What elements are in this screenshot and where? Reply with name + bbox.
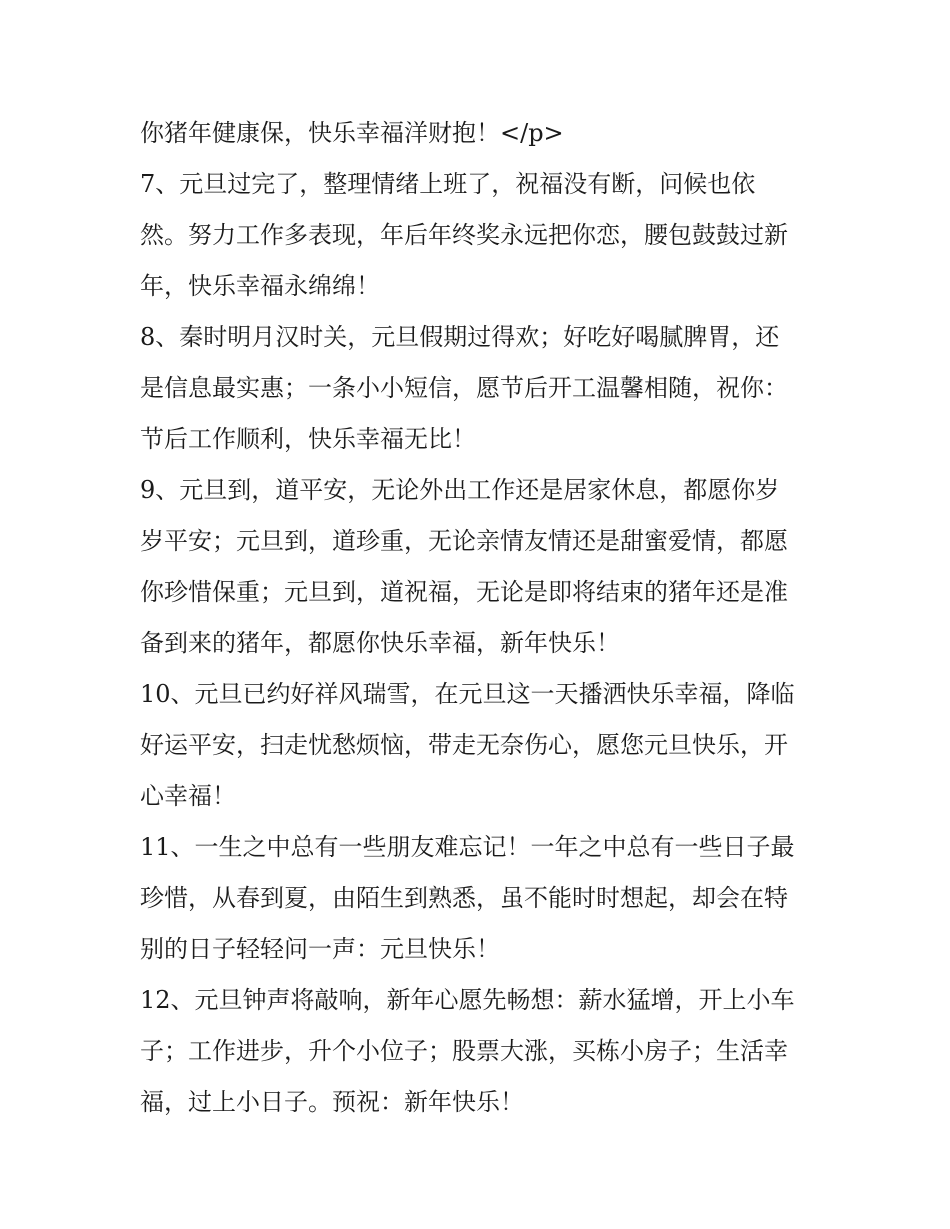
- text-line: 7、元旦过完了，整理情绪上班了，祝福没有断，问候也依: [140, 170, 756, 198]
- text-line: 9、元旦到，道平安，无论外出工作还是居家休息，都愿你岁: [140, 476, 780, 504]
- text-line: 12、元旦钟声将敲响，新年心愿先畅想：薪水猛增，开上小车: [140, 986, 795, 1014]
- document-body: [140, 108, 820, 1128]
- text-line: 你猪年健康保，快乐幸福洋财抱！</p>: [140, 119, 564, 147]
- text-line: 岁平安；元旦到，道珍重，无论亲情友情还是甜蜜爱情，都愿: [140, 527, 788, 555]
- text-line: 然。努力工作多表现，年后年终奖永远把你恋，腰包鼓鼓过新: [140, 221, 788, 249]
- text-line: 心幸福！: [140, 782, 236, 810]
- text-line: 福，过上小日子。预祝：新年快乐！: [140, 1088, 524, 1116]
- text-line: 好运平安，扫走忧愁烦恼，带走无奈伤心，愿您元旦快乐，开: [140, 731, 788, 759]
- text-line: 节后工作顺利，快乐幸福无比！: [140, 425, 476, 453]
- text-line: 你珍惜保重；元旦到，道祝福，无论是即将结束的猪年还是准: [140, 578, 788, 606]
- text-line: 子；工作进步，升个小位子；股票大涨，买栋小房子；生活幸: [140, 1037, 788, 1065]
- text-line: 珍惜，从春到夏，由陌生到熟悉，虽不能时时想起，却会在特: [140, 884, 788, 912]
- text-line: 10、元旦已约好祥风瑞雪，在元旦这一天播洒快乐幸福，降临: [140, 680, 795, 708]
- text-line: 11、一生之中总有一些朋友难忘记！一年之中总有一些日子最: [140, 833, 795, 861]
- text-line: 是信息最实惠；一条小小短信，愿节后开工温馨相随，祝你：: [140, 374, 788, 402]
- text-line: 年，快乐幸福永绵绵！: [140, 272, 380, 300]
- text-line: 别的日子轻轻问一声：元旦快乐！: [140, 935, 500, 963]
- text-line: 8、秦时明月汉时关，元旦假期过得欢；好吃好喝腻脾胃，还: [140, 323, 780, 351]
- text-line: 备到来的猪年，都愿你快乐幸福，新年快乐！: [140, 629, 620, 657]
